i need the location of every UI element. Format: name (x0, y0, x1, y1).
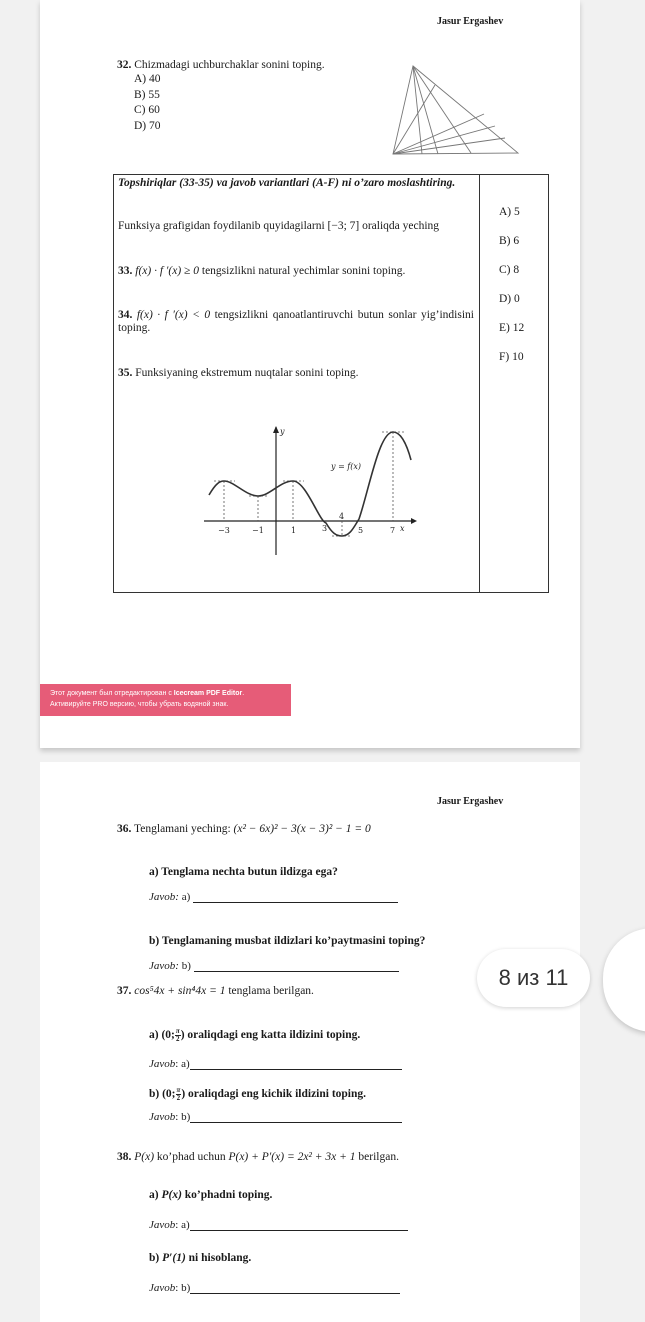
q37-answer-a (149, 1058, 402, 1070)
page-indicator: 8 из 11 (477, 949, 590, 1007)
answer-blank[interactable] (190, 1112, 402, 1123)
question-number: 34. (118, 309, 133, 321)
fraction-pi-2: $\frac{\pi}{2}$ (175, 1027, 180, 1043)
question-33 (118, 265, 474, 278)
answer-marker: a) (181, 891, 191, 903)
question-text: Funksiyaning ekstremum nuqtalar sonini toping. (135, 367, 359, 379)
matching-intro: Funksiya grafigidan foydilanib quyidagilarni [−3; 7] oraliqda yeching (118, 220, 440, 232)
question-number: 33. (118, 265, 133, 277)
question-text: tengsizlikni natural yechimlar sonini toping. (199, 265, 406, 277)
answer-b: B) 6 (499, 235, 520, 247)
part-text: ) oraliqdagi eng katta ildizini toping. (180, 1029, 361, 1042)
author-name: Jasur Ergashev (437, 796, 504, 807)
question-35 (118, 367, 474, 380)
answer-c: C) 8 (499, 264, 520, 276)
part-text: ) oraliqdagi eng kichik ildizini toping. (181, 1088, 367, 1101)
function-graph (174, 415, 434, 555)
answer-marker: b) (181, 960, 191, 972)
equation: (x² − 6x)² − 3(x − 3)² − 1 = 0 (233, 823, 371, 835)
question-number: 35. (118, 367, 133, 379)
table-divider (479, 175, 480, 592)
question-36 (117, 822, 371, 836)
y-axis-label: y (280, 427, 285, 436)
derivative: P′(1) (162, 1252, 186, 1264)
question-34 (118, 309, 474, 334)
scroll-handle[interactable] (603, 928, 645, 1032)
tick-label: 1 (291, 526, 297, 535)
q36-answer-a (149, 891, 398, 903)
answer-label: Javob (149, 1219, 176, 1231)
question-number: 36. (117, 823, 132, 835)
question-text: tengsizlikni qanoatlantiruvchi butun sonlar yig’indisini toping. (118, 309, 474, 334)
answer-blank[interactable] (190, 1220, 408, 1231)
formula: f(x) · f ′(x) < 0 (136, 309, 211, 321)
answer-label: Javob (149, 1058, 176, 1070)
tick-label: 5 (358, 526, 364, 535)
question-text: ko’phad uchun (154, 1151, 229, 1163)
answer-label: Javob (149, 1111, 176, 1123)
question-37 (117, 984, 314, 998)
equation: P(x) + P′(x) = 2x² + 3x + 1 (228, 1151, 356, 1163)
question-text: Tenglamani yeching: (134, 823, 234, 835)
option-b: B) 55 (134, 88, 160, 101)
triangles-figure (380, 58, 530, 162)
watermark-text: Этот документ был отредактирован с (50, 690, 174, 697)
pdf-page-2 (40, 762, 580, 1322)
answer-marker: : a) (175, 1058, 190, 1070)
answer-blank[interactable] (193, 892, 398, 903)
q37-part-b (149, 1087, 366, 1102)
function-label: y = f(x) (331, 462, 362, 471)
answer-label: Javob: (149, 891, 179, 903)
answer-label: Javob: (149, 960, 179, 972)
part-prefix: a) (0; (149, 1029, 175, 1042)
q36-part-b: b) Tenglamaning musbat ildizlari ko’paytmasini toping? (149, 935, 426, 947)
part-prefix: b) (0; (149, 1088, 176, 1101)
q32-options (134, 72, 161, 134)
q36-part-a: a) Tenglama nechta butun ildizga ega? (149, 866, 338, 878)
tick-label: 7 (390, 526, 396, 535)
polynomial: P(x) (161, 1189, 182, 1201)
option-a: A) 40 (134, 73, 161, 85)
pdf-page-1 (40, 0, 580, 748)
question-number: 37. (117, 985, 132, 997)
answer-a: A) 5 (499, 206, 520, 218)
q38-answer-a (149, 1219, 408, 1231)
tick-label: −1 (252, 526, 264, 535)
q36-answer-b (149, 960, 399, 972)
question-32 (117, 58, 325, 72)
answer-e: E) 12 (499, 322, 525, 334)
q37-answer-b (149, 1111, 402, 1123)
equation: cos⁵4x + sin⁴4x = 1 (134, 985, 226, 997)
answer-label: Javob (149, 1282, 176, 1294)
answer-marker: : b) (175, 1111, 191, 1123)
q38-answer-b (149, 1282, 400, 1294)
question-number: 38. (117, 1151, 132, 1163)
tick-label: −3 (218, 526, 230, 535)
question-number: 32. (117, 59, 132, 71)
q38-part-a (149, 1189, 272, 1201)
tick-label: 4 (339, 512, 345, 521)
question-text: Chizmadagi uchburchaklar sonini toping. (134, 59, 325, 71)
question-38 (117, 1150, 399, 1164)
formula: f(x) · f ′(x) ≥ 0 (135, 265, 199, 277)
matching-table (113, 174, 549, 593)
answer-blank[interactable] (190, 1059, 402, 1070)
matching-instruction: Topshiriqlar (33-35) va javob variantlari (A-F) ni o’zaro moslashtiring. (118, 177, 456, 189)
watermark-punct: . (242, 690, 245, 697)
fraction-pi-2: $\frac{\pi}{2}$ (176, 1086, 181, 1102)
answer-d: D) 0 (499, 293, 520, 305)
q38-part-b (149, 1252, 251, 1264)
x-axis-label: x (400, 524, 405, 533)
answer-blank[interactable] (194, 961, 399, 972)
q37-part-a (149, 1028, 360, 1043)
answer-blank[interactable] (190, 1283, 400, 1294)
part-text: ni hisoblang. (185, 1252, 252, 1264)
tick-label: 3 (322, 524, 328, 533)
part-prefix: b) (149, 1252, 163, 1264)
polynomial: P(x) (134, 1151, 155, 1163)
author-name: Jasur Ergashev (437, 16, 504, 27)
watermark-text-2: Активируйте PRO версию, чтобы убрать водяной знак. (50, 701, 229, 708)
part-text: ko’phadni toping. (181, 1189, 273, 1201)
answer-marker: : a) (175, 1219, 190, 1231)
watermark-brand: Icecream PDF Editor (173, 690, 243, 697)
option-d: D) 70 (134, 119, 161, 132)
watermark-banner[interactable] (40, 684, 291, 716)
question-text: tenglama berilgan. (225, 985, 314, 997)
part-prefix: a) (149, 1189, 162, 1201)
answer-f: F) 10 (499, 351, 524, 363)
option-c: C) 60 (134, 104, 160, 116)
answer-marker: : b) (175, 1282, 191, 1294)
question-text-2: berilgan. (355, 1151, 399, 1163)
